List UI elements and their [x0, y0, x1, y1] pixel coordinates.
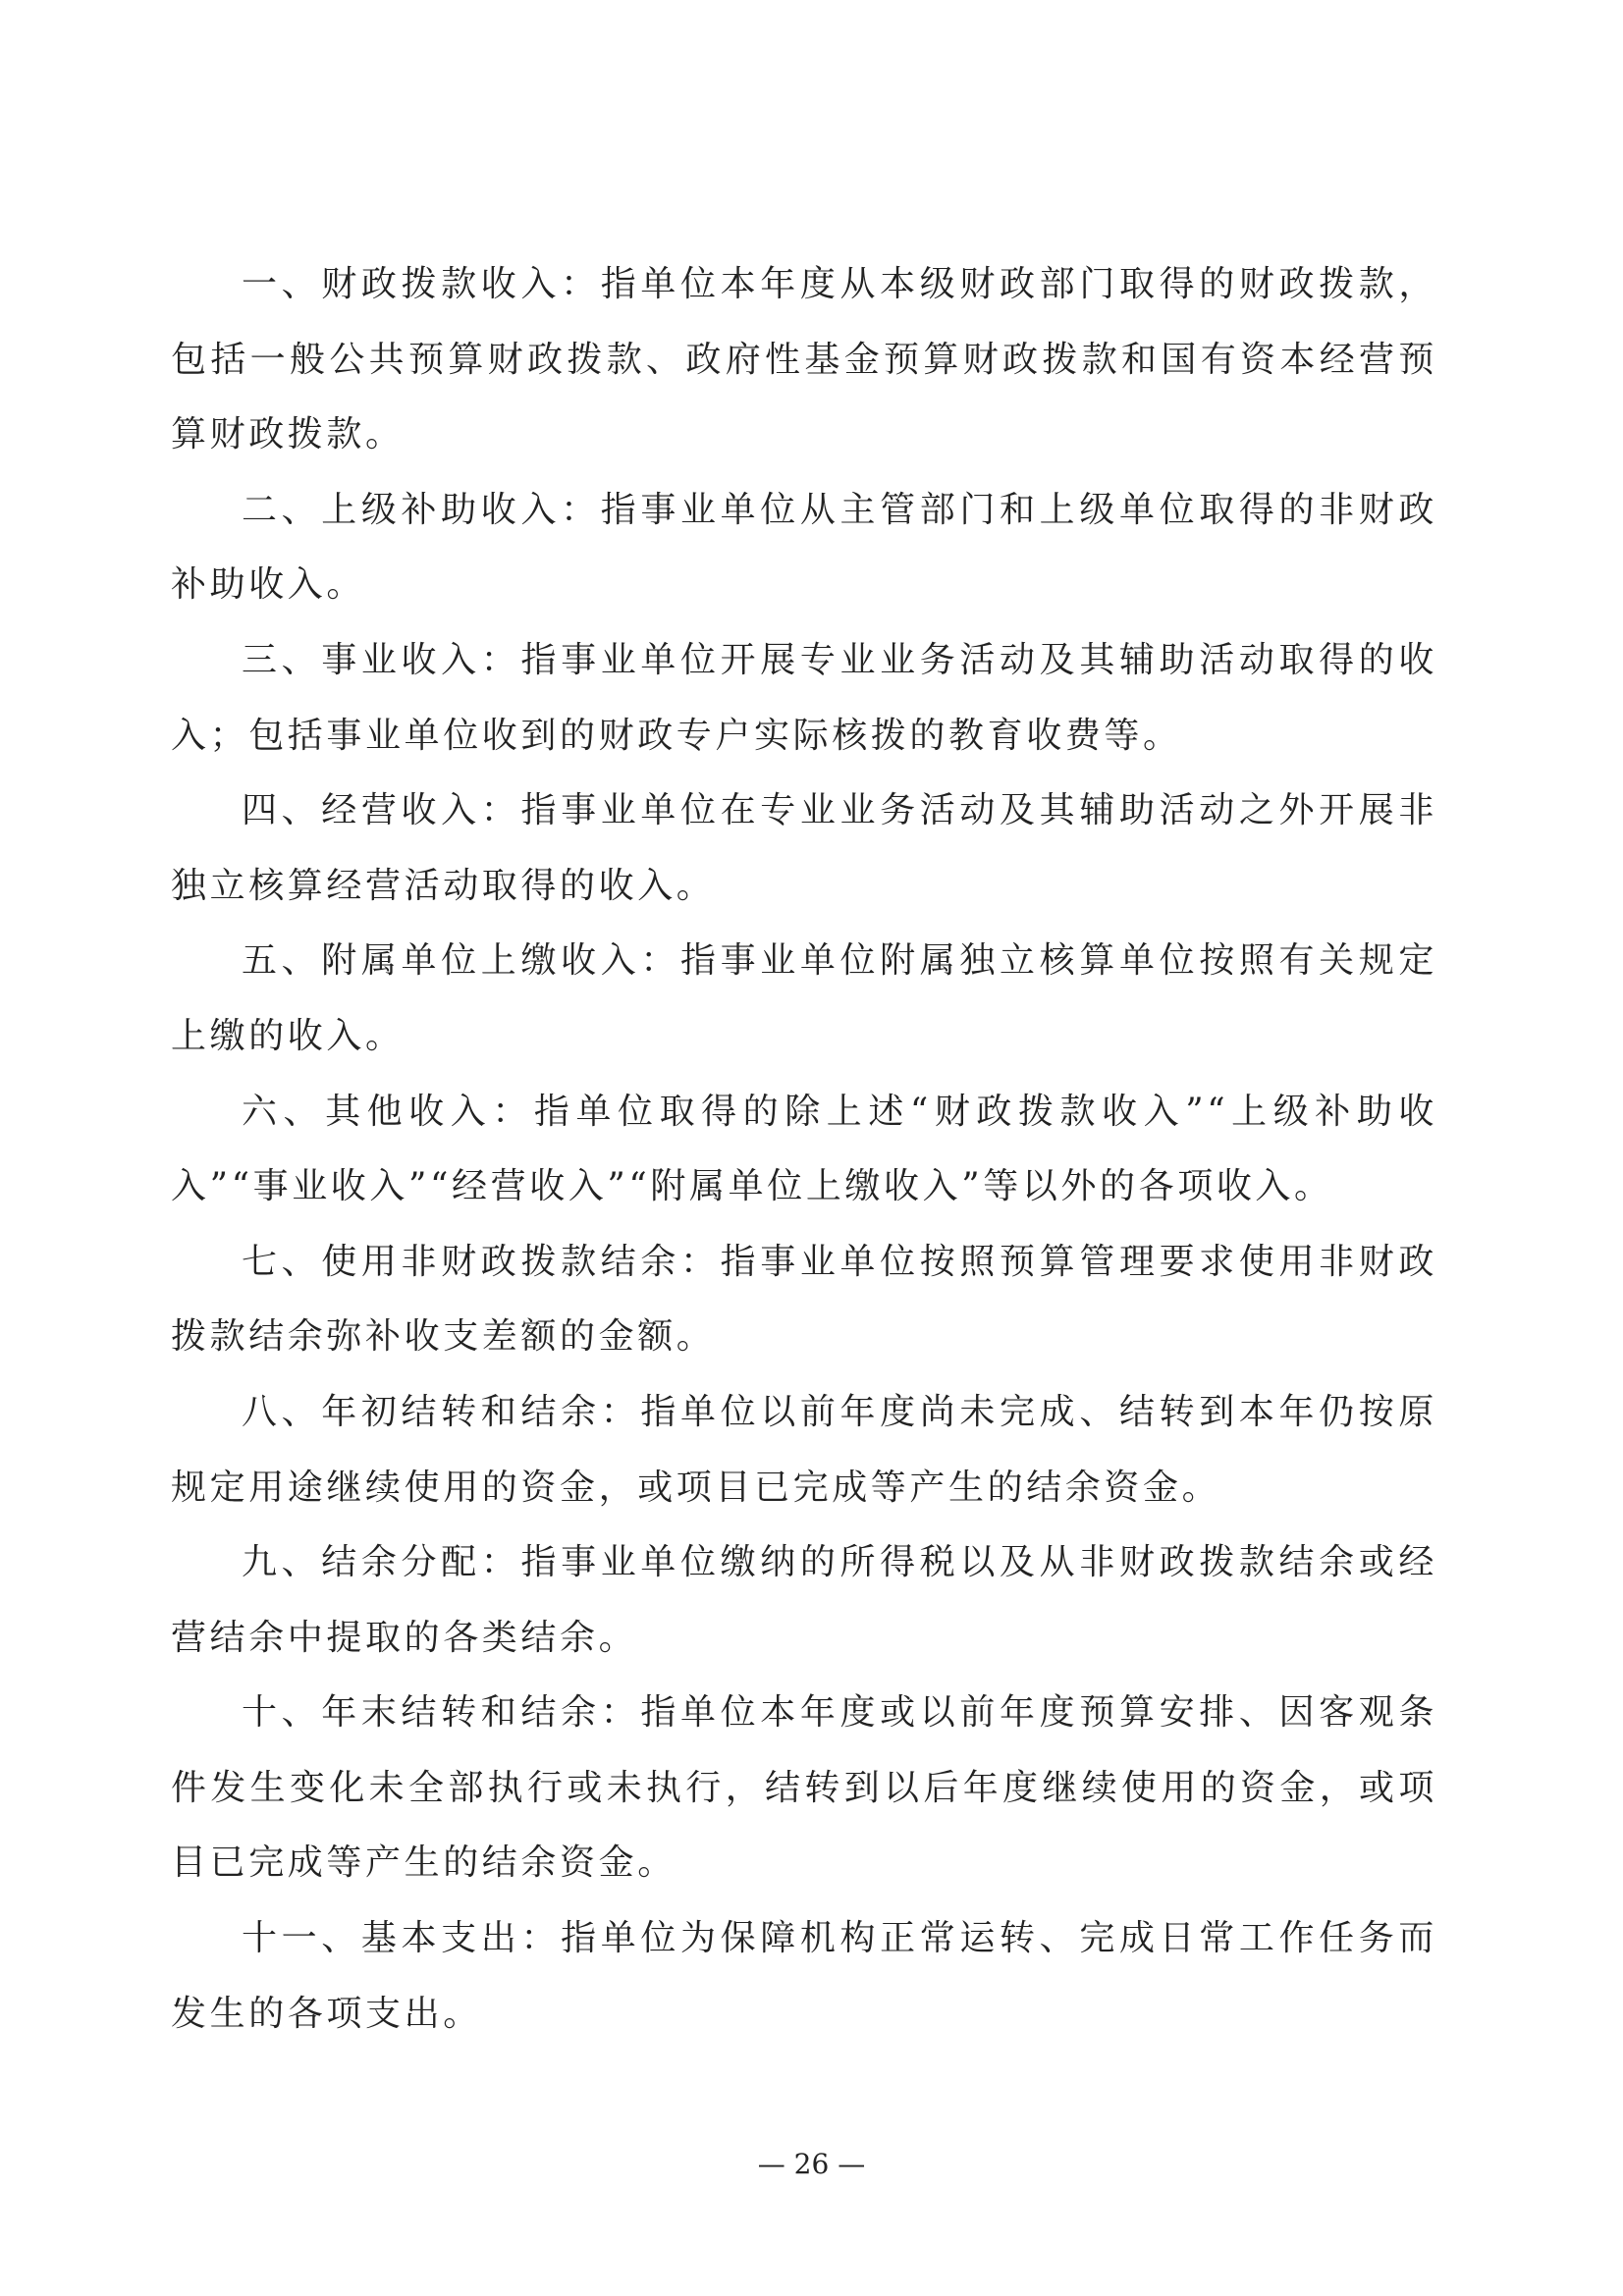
document-body — [171, 247, 1437, 2052]
paragraph-11: 十一、基本支出：指单位为保障机构正常运转、完成日常工作任务而发生的各项支出。 — [171, 1918, 1437, 2034]
paragraph-1: 一、财政拨款收入：指单位本年度从本级财政部门取得的财政拨款，包括一般公共预算财政拨款、政府性基金预算财政拨款和国有资本经营预算财政拨款。 — [171, 264, 1437, 455]
paragraph-6: 六、其他收入：指单位取得的除上述“财政拨款收入”“上级补助收入”“事业收入”“经营收入”“附属单位上缴收入”等以外的各项收入。 — [171, 1091, 1437, 1207]
page-number: — 26 — — [757, 2148, 866, 2180]
paragraph-2: 二、上级补助收入：指事业单位从主管部门和上级单位取得的非财政补助收入。 — [171, 489, 1437, 606]
paragraph-8: 八、年初结转和结余：指单位以前年度尚未完成、结转到本年仍按原规定用途继续使用的资金，或项目已完成等产生的结余资金。 — [171, 1391, 1437, 1508]
paragraph-4: 四、经营收入：指事业单位在专业业务活动及其辅助活动之外开展非独立核算经营活动取得的收入。 — [171, 790, 1437, 906]
paragraph-7: 七、使用非财政拨款结余：指事业单位按照预算管理要求使用非财政拨款结余弥补收支差额的金额。 — [171, 1241, 1437, 1358]
paragraph-3: 三、事业收入：指事业单位开展专业业务活动及其辅助活动取得的收入；包括事业单位收到的财政专户实际核拨的教育收费等。 — [171, 639, 1437, 756]
paragraph-5: 五、附属单位上缴收入：指事业单位附属独立核算单位按照有关规定上缴的收入。 — [171, 940, 1437, 1056]
paragraph-9: 九、结余分配：指事业单位缴纳的所得税以及从非财政拨款结余或经营结余中提取的各类结余。 — [171, 1542, 1437, 1658]
paragraph-10: 十、年末结转和结余：指单位本年度或以前年度预算安排、因客观条件发生变化未全部执行或未执行，结转到以后年度继续使用的资金，或项目已完成等产生的结余资金。 — [171, 1692, 1437, 1884]
